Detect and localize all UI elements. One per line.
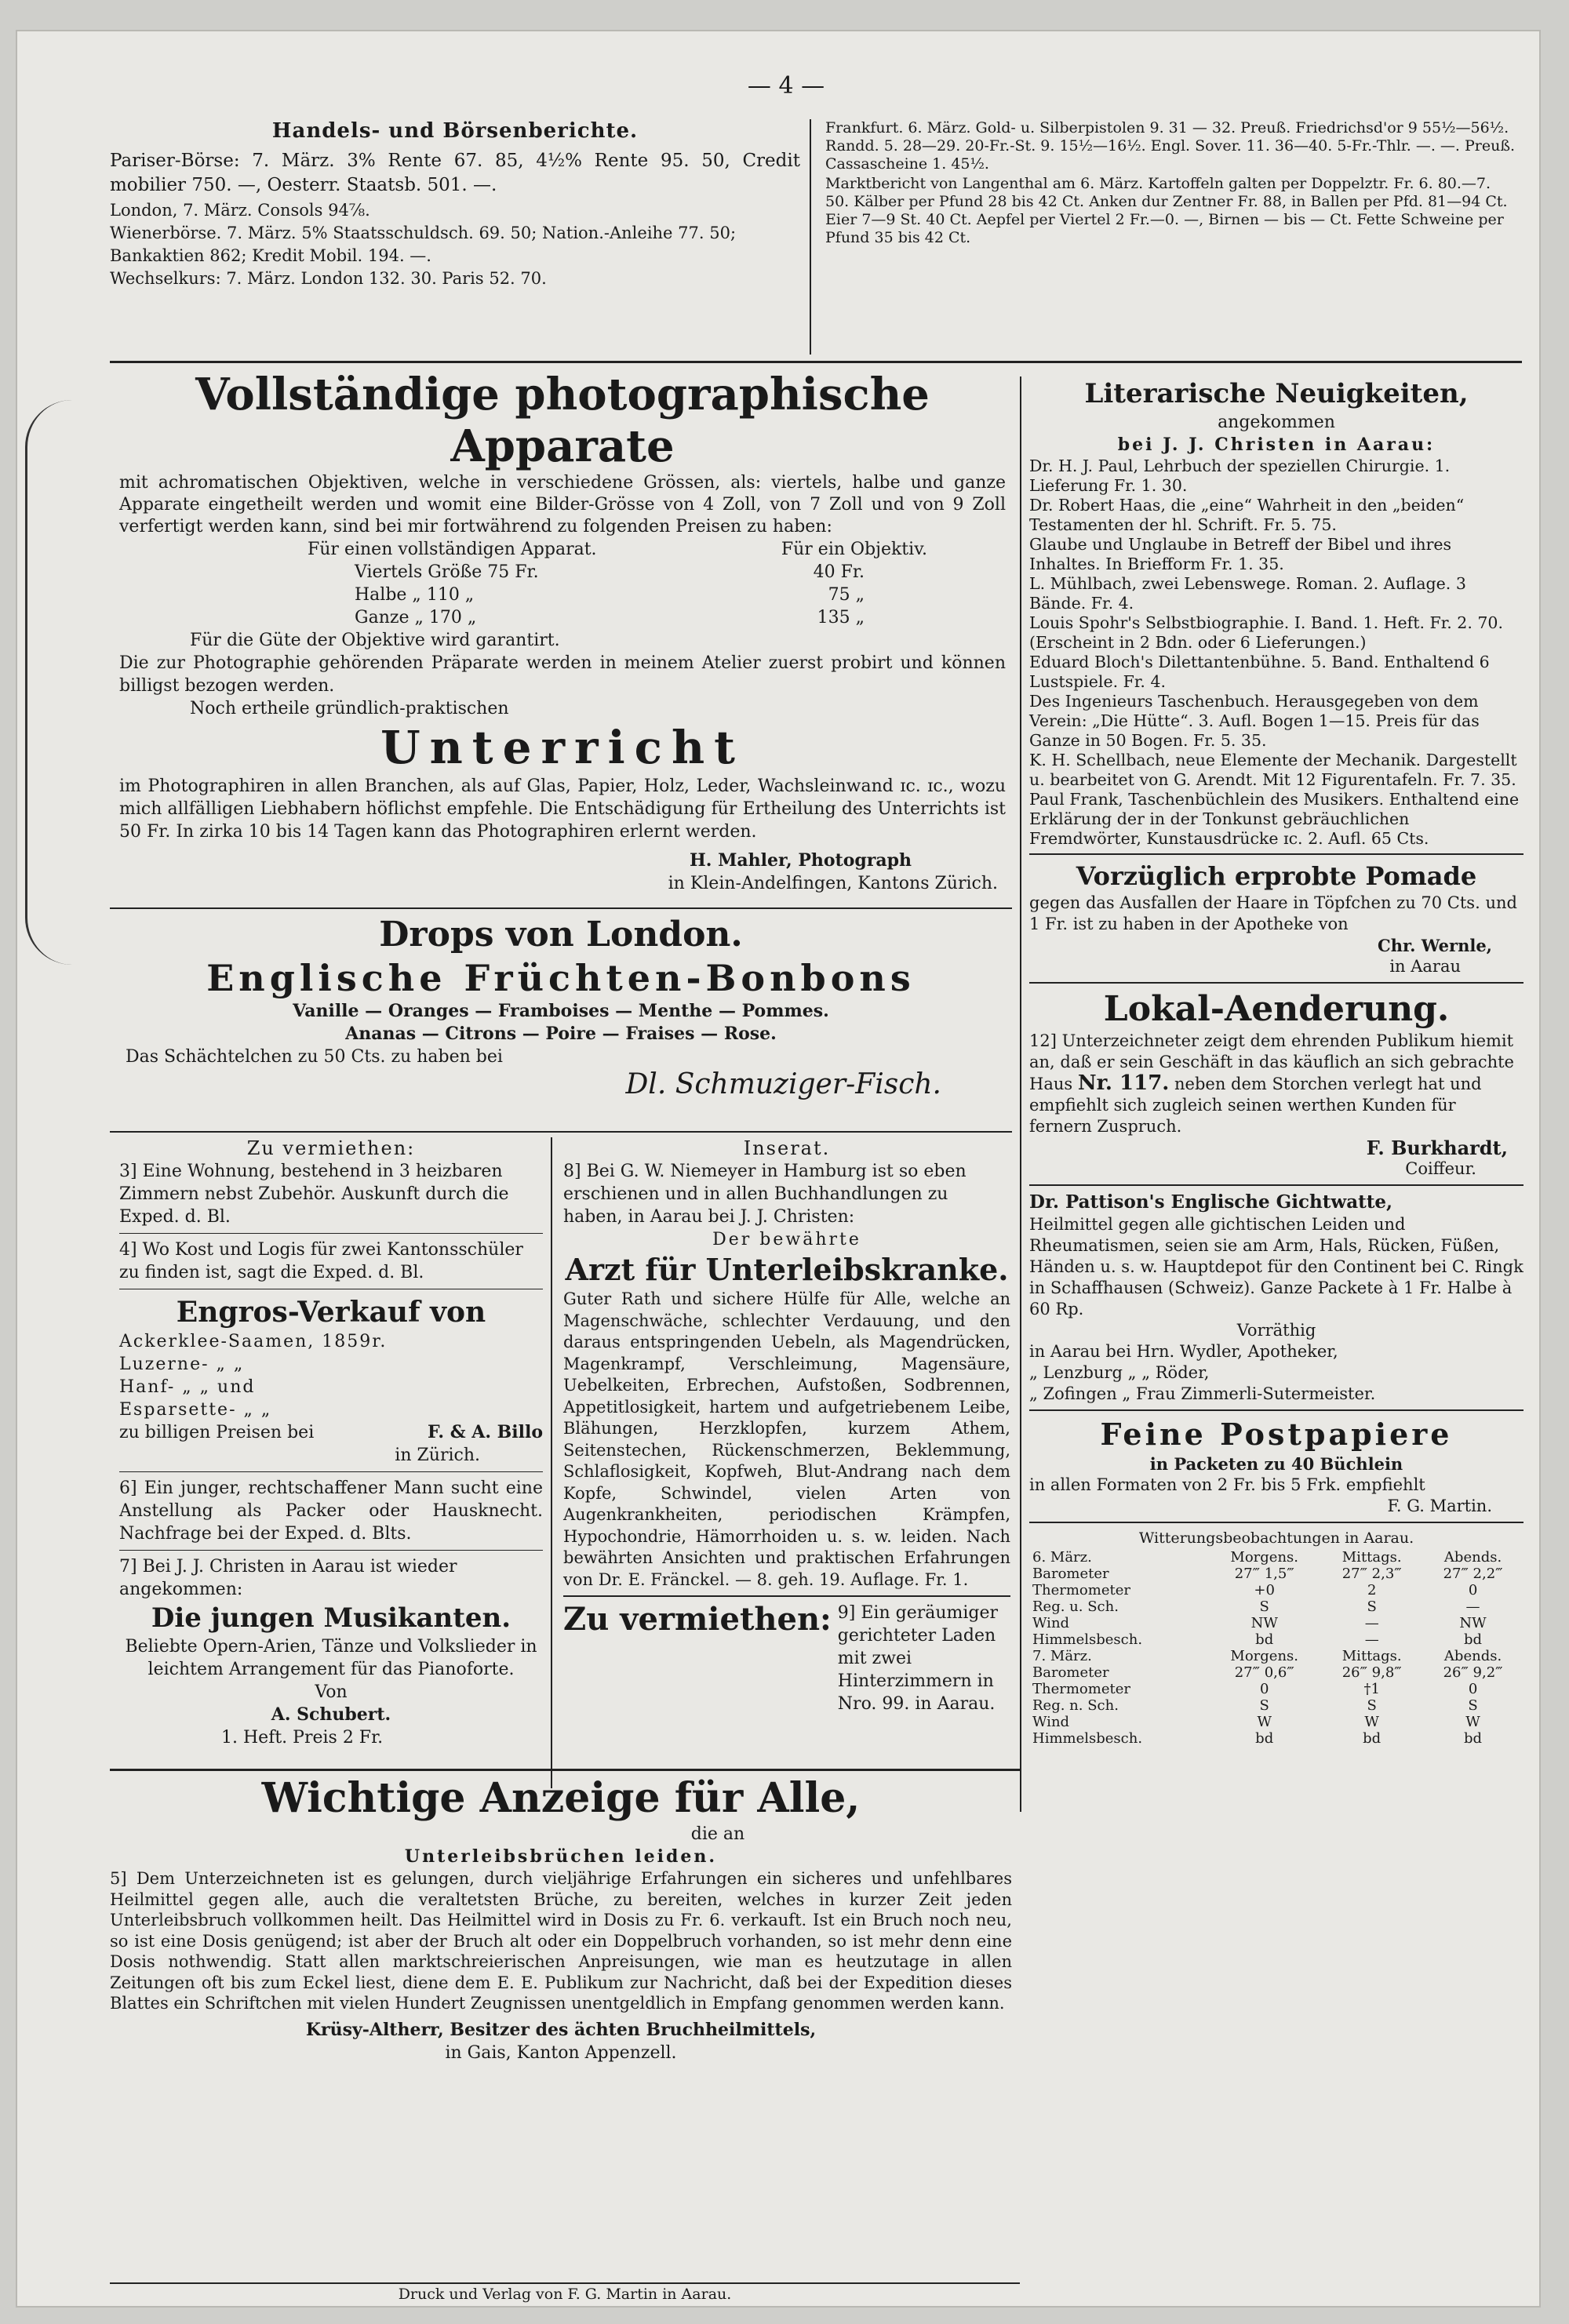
music-edition: 1. Heft. Preis 2 Fr.: [221, 1728, 384, 1748]
market-report-section: [110, 119, 800, 290]
engros-price-row: [119, 1421, 543, 1444]
weather-row: Himmelsbesch. bd bd bd: [1032, 1730, 1483, 1747]
unterricht-heading: Unterricht: [380, 721, 744, 774]
engros-line: Esparsette- „ „: [119, 1400, 272, 1420]
weather-head-row: 6. März. Morgens. Mittags. Abends.: [1029, 1549, 1523, 1566]
bruch-die-an: die an: [690, 1824, 745, 1844]
column-rule-right: [1020, 376, 1021, 1812]
music-title: Die jungen Musikanten.: [151, 1602, 511, 1634]
literary-bookseller: bei J. J. Christen in Aarau:: [1117, 435, 1436, 455]
price-row-label: Halbe „ 110 „: [355, 585, 475, 605]
drops-price: Das Schächtelchen zu 50 Cts. zu haben bei: [126, 1047, 503, 1067]
small-ads-left: [119, 1137, 543, 1749]
pomade-seller: Chr. Wernle,: [1378, 936, 1492, 955]
rule: [1029, 1184, 1523, 1186]
price-row: [119, 606, 1006, 629]
music-von: Von: [315, 1682, 348, 1702]
engros-title: Engros-Verkauf von: [176, 1296, 486, 1329]
literary-item: L. Mühlbach, zwei Lebenswege. Roman. 2. Auflage. 3 Bände. Fr. 4.: [1029, 574, 1466, 613]
weather-row: Wind NW — NW: [1032, 1615, 1487, 1631]
lessons-note: Noch ertheile gründlich-praktischen: [190, 699, 509, 718]
price-row-obj: 40 Fr.: [813, 562, 865, 582]
frankfurt-report: Frankfurt. 6. März. Gold- u. Silberpistolen 9. 31 — 32. Preuß. Friedrichsd'or 9 55½—56½. Randd. 5. 28—29. 20-Fr.-St. 9. 15½—16½. Engl. Sover. 11. 36—40. 5-Fr.-Thlr. —. —. Preuß. Cassascheine 1. 45½.: [825, 119, 1516, 173]
weather-title: Witterungsbeobachtungen in Aarau.: [1138, 1529, 1414, 1547]
market-report-heading: Handels- und Börsenberichte.: [271, 119, 639, 143]
bruch-signer: Krüsy-Altherr, Besitzer des ächten Bruchheilmittels,: [305, 2019, 817, 2040]
weather-head-row: 7. März. Morgens. Mittags. Abends.: [1029, 1648, 1523, 1664]
postpapier-text: in allen Formaten von 2 Fr. bis 5 Frk. empfiehlt: [1029, 1475, 1425, 1494]
weather-date: 6. März.: [1032, 1549, 1092, 1566]
flavours-line-2: Ananas — Citrons — Poire — Fraises — Rose.: [345, 1024, 777, 1044]
literary-item: K. H. Schellbach, neue Elemente der Mechanik. Dargestellt u. bearbeitet von G. Arendt. Mit 12 Figurentafeln. Fr. 7. 35.: [1029, 751, 1517, 789]
rule: [563, 1595, 1010, 1597]
unterricht-text: im Photographiren in allen Branchen, als auf Glas, Papier, Holz, Leder, Wachsleinwand ɪc. ɪc., wozu mich allfälligen Liebhabern höflichst empfehle. Die Entschädigung für Ertheilung des Unterrichts ist 50 Fr. In zirka 10 bis 14 Tagen kann das Photographiren erlernt werden.: [119, 776, 1006, 842]
gicht-vorraethig: Vorräthig: [1236, 1321, 1316, 1340]
engros-place: in Zürich.: [395, 1446, 480, 1465]
literary-list: [1029, 456, 1523, 849]
photo-ad-intro: mit achromatischen Objektiven, welche in verschiedene Grössen, als: viertels, halbe und ganze Apparate eingetheilt werden und womit eine Bilder-Grösse von 4 Zoll, von 7 Zoll und von 9 Zoll verfertigt werden kann, sind bei mir fortwährend zu folgenden Preisen zu haben:: [119, 473, 1006, 536]
rule: [1029, 853, 1523, 855]
rent-text: 3] Eine Wohnung, bestehend in 3 heizbaren Zimmern nebst Zubehör. Auskunft durch die Exped. d. Bl.: [119, 1162, 509, 1227]
inserat-intro: 8] Bei G. W. Niemeyer in Hamburg ist so eben erschienen und in allen Buchhandlungen zu haben, in Aarau bei J. J. Christen:: [563, 1162, 967, 1227]
engros-seller: F. & A. Billo: [428, 1422, 543, 1442]
price-row-label: Viertels Größe 75 Fr.: [355, 562, 539, 582]
gicht-title: Dr. Pattison's Englische Gichtwatte,: [1029, 1191, 1392, 1213]
weather-row: Barometer 27‴ 0,6‴ 26‴ 9,8‴ 26‴ 9,2‴: [1032, 1664, 1503, 1681]
price-row: [119, 584, 1006, 606]
column-rule-mid: [551, 1137, 552, 1788]
column-rule-top: [810, 119, 811, 355]
vermiethen-text: 9] Ein geräumiger gerichteter Laden mit zwei Hinterzimmern in Nro. 99. in Aarau.: [837, 1603, 999, 1714]
london-exchange: London, 7. März. Consols 94⅞.: [110, 201, 370, 220]
imprint: Druck und Verlag von F. G. Martin in Aarau.: [398, 2286, 732, 2303]
imprint-rule: [110, 2282, 1020, 2284]
price-row-label: Ganze „ 170 „: [355, 608, 477, 627]
drops-ad: [110, 914, 1012, 1100]
rule: [119, 1471, 543, 1472]
literary-sub: angekommen: [1218, 413, 1335, 432]
literary-item: Louis Spohr's Selbstbiographie. I. Band. 1. Heft. Fr. 2. 70.: [1029, 613, 1503, 632]
photographer-name: H. Mahler, Photograph: [689, 850, 912, 871]
music-author: A. Schubert.: [271, 1704, 391, 1725]
inserat-bewaehrte: Der bewährte: [712, 1230, 861, 1249]
literary-item: Glaube und Unglaube in Betreff der Bibel und ihres Inhaltes. In Briefform Fr. 1. 35.: [1029, 535, 1452, 573]
weather-row: Reg. u. Sch. S S —: [1032, 1598, 1480, 1615]
literary-item: Paul Frank, Taschenbüchlein des Musikers. Enthaltend eine Erklärung der in der Tonkunst gebräuchlichen Fremdwörter, Kunstausdrücke ɪc. 2. Aufl. 65 Cts.: [1029, 790, 1520, 848]
music-intro: 7] Bei J. J. Christen in Aarau ist wieder angekommen:: [119, 1557, 457, 1599]
kost-ad: 4] Wo Kost und Logis für zwei Kantonsschüler zu finden ist, sagt die Exped. d. Bl.: [119, 1240, 523, 1282]
price-head-apparatus: Für einen vollständigen Apparat.: [308, 540, 597, 559]
bruch-sub: Unterleibsbrüchen leiden.: [404, 1846, 718, 1867]
postpapier-title: Feine Postpapiere: [1100, 1417, 1453, 1452]
rent-title: Zu vermiethen:: [246, 1137, 416, 1159]
bruch-place: in Gais, Kanton Appenzell.: [445, 2042, 677, 2063]
price-heads: [119, 538, 1006, 561]
engros-line: Luzerne- „ „: [119, 1355, 245, 1374]
photo-ad-title: Vollständige photographische Apparate: [195, 369, 930, 472]
pomade-text: gegen das Ausfallen der Haare in Töpfchen zu 70 Cts. und 1 Fr. ist zu haben in der Apotheke von: [1029, 893, 1517, 933]
inserat-text: Guter Rath und sichere Hülfe für Alle, welche an Magenschwäche, schlechter Verdauung, und den daraus entspringenden Uebeln, als Magendrücken, Magenkrampf, Verschleimung, Magensäure, Uebelkeiten, Erbrechen, Aufstoßen, Sodbrennen, Appetitlosigkeit, hartem und aufgetriebenem Leibe, Blähungen, Herzklopfen, kurzem Athem, Seitenstechen, Rückenschmerzen, Beklemmung, Schlaflosigkeit, Kopfweh, Blut-Andrang nach dem Kopfe, Schwindel, vielen Arten von Augenkrankheiten, periodischen Krämpfen, Hypochondrie, Hämorrhoiden u. s. w. leiden. Nach bewährten Ansichten und praktischen Erfahrungen von Dr. E. Fränckel. — 8. geh. 19. Auflage. Fr. 1.: [563, 1289, 1010, 1589]
weather-row: Thermometer +0 2 0: [1032, 1582, 1478, 1598]
right-column: [1029, 376, 1523, 1747]
weather-date: 7. März.: [1032, 1648, 1092, 1664]
praeparate-note: Die zur Photographie gehörenden Präparate werden in meinem Atelier zuerst probirt und können billigst bezogen werden.: [119, 653, 1006, 696]
weather-row: Himmelsbesch. bd — bd: [1032, 1631, 1483, 1648]
vienna-exchange: Wienerbörse. 7. März. 5% Staatsschuldsch. 69. 50; Nation.-Anleihe 77. 50; Bankaktien 862; Kredit Mobil. 194. —.: [110, 224, 737, 265]
bruch-ad: [110, 1774, 1012, 2064]
inserat-title: Inserat.: [743, 1137, 831, 1159]
drops-title: Drops von London.: [379, 915, 743, 955]
postpapier-sub: in Packeten zu 40 Büchlein: [1149, 1454, 1403, 1474]
bruch-text: 5] Dem Unterzeichneten ist es gelungen, durch vieljährige Erfahrungen ein sicheres und unfehlbares Heilmittel gegen alle, auch die veraltetsten Brüche, zu bereiten, welches in kurzer Zeit jeden Unterleibsbruch vollkommen heilt. Das Heilmittel wird in Dosis zu Fr. 6. verkauft. Ist ein Bruch noch neu, so ist eine Dosis genügend; ist aber der Bruch alt oder ein Doppelbruch vorhanden, so ist mehr denn eine Dosis nothwendig. Statt allen marktschreierischen Anpreisungen, wie man es heutzutage in allen Zeitungen oft bis zum Eckel liest, diene dem E. E. Publikum zur Nachricht, daß bei der Expedition dieses Blattes ein Schriftchen mit vielen Hundert Zeugnissen unentgeldlich in Empfang genommen werden kann.: [110, 1869, 1012, 2013]
literary-item: Dr. Robert Haas, die „eine“ Wahrheit in den „beiden“ Testamenten der hl. Schrift. Fr. 5. 75.: [1029, 496, 1465, 534]
weather-table: [1029, 1549, 1523, 1747]
langenthal-report: Marktbericht von Langenthal am 6. März. Kartoffeln galten per Doppelztr. Fr. 6. 80.—7. 50. Kälber per Pfund 28 bis 42 Ct. Anken dur Zentner Fr. 88, in Ballen per Pfd. 81—94 Ct. Eier 7—9 St. 40 Ct. Aepfel per Viertel 2 Fr.—0. —, Birnen — bis — Ct. Fette Schweine per Pfund 35 bis 42 Ct.: [825, 175, 1508, 246]
bonbons-title: Englische Früchten-Bonbons: [206, 957, 916, 999]
inserat-ad: [563, 1137, 1010, 1715]
lokal-title: Lokal-Aenderung.: [1103, 989, 1450, 1029]
lokal-signer: F. Burkhardt,: [1366, 1137, 1508, 1159]
price-row-obj: 135 „: [817, 608, 865, 627]
paris-exchange: Pariser-Börse: 7. März. 3% Rente 67. 85, 4½% Rente 95. 50, Credit mobilier 750. —, Oesterr. Staatsb. 501. —.: [110, 151, 800, 195]
rule: [1029, 1522, 1523, 1523]
lokal-role: Coiffeur.: [1405, 1159, 1476, 1178]
drops-rule: [110, 907, 1012, 909]
postpapier-seller: F. G. Martin.: [1387, 1497, 1492, 1515]
book-title: Arzt für Unterleibskranke.: [565, 1252, 1009, 1287]
flavours-line-1: Vanille — Oranges — Framboises — Menthe — Pommes.: [293, 1001, 829, 1021]
market-report-right: [825, 119, 1516, 247]
newspaper-page: [17, 31, 1539, 2306]
photo-apparatus-ad: [119, 369, 1006, 895]
price-row-obj: 75 „: [828, 585, 865, 605]
photographer-place: in Klein-Andelfingen, Kantons Zürich.: [668, 874, 998, 893]
price-head-objektiv: Für ein Objektiv.: [781, 540, 927, 559]
literary-item: Eduard Bloch's Dilettantenbühne. 5. Band. Enthaltend 6 Lustspiele. Fr. 4.: [1029, 653, 1490, 691]
pomade-title: Vorzüglich erprobte Pomade: [1076, 861, 1477, 891]
weather-row: Wind W W W: [1032, 1714, 1480, 1730]
weather-row: Thermometer 0 †1 0: [1032, 1681, 1478, 1697]
drops-seller: Dl. Schmuziger-Fisch.: [625, 1068, 941, 1100]
guarantee-note: Für die Güte der Objektive wird garantirt.: [190, 631, 560, 650]
job-ad: 6] Ein junger, rechtschaffener Mann sucht eine Anstellung als Packer oder Hausknecht. Nachfrage bei der Exped. d. Blts.: [119, 1478, 543, 1544]
gicht-depot: in Aarau bei Hrn. Wydler, Apotheker,: [1029, 1342, 1338, 1361]
gicht-text: Heilmittel gegen alle gichtischen Leiden und Rheumatismen, seien sie am Arm, Hals, Rücken, Füßen, Händen u. s. w. Hauptdepot für den Continent bei C. Ringk in Schaffhausen (Schweiz). Ganze Packete à 1 Fr. Halbe à 60 Rp.: [1029, 1215, 1523, 1318]
literary-item: Des Ingenieurs Taschenbuch. Herausgegeben von dem Verein: „Die Hütte“. 3. Aufl. Bogen 1—15. Preis für das Ganze in 50 Bogen. Fr. 5. 35.: [1029, 692, 1480, 750]
literary-item: (Erscheint in 2 Bdn. oder 6 Lieferungen.): [1029, 633, 1367, 652]
page-number: — 4 —: [747, 72, 825, 100]
price-row: [119, 561, 1006, 584]
gicht-depot: „ Lenzburg „ „ Röder,: [1029, 1363, 1210, 1382]
lokal-text: 12] Unterzeichneter zeigt dem ehrenden Publikum hiemit an, daß er sein Geschäft in das käuflich an sich gebrachte Haus Nr. 117. neben dem Storchen verlegt hat und empfiehlt sich zugleich seinen werthen Kunden für fernern Zuspruch.: [1029, 1031, 1514, 1136]
vermiethen-ad: [563, 1602, 1010, 1715]
top-rule: [110, 361, 1522, 363]
bruch-rule: [110, 1769, 1020, 1771]
house-number: Nr. 117.: [1077, 1071, 1170, 1095]
weather-row: Barometer 27‴ 1,5‴ 27‴ 2,3‴ 27‴ 2,2‴: [1032, 1566, 1503, 1582]
rule: [1029, 1409, 1523, 1411]
literary-item: Dr. H. J. Paul, Lehrbuch der speziellen Chirurgie. 1. Lieferung Fr. 1. 30.: [1029, 456, 1451, 495]
gicht-depot: „ Zofingen „ Frau Zimmerli-Sutermeister.: [1029, 1384, 1376, 1403]
weather-row: Reg. n. Sch. S S S: [1032, 1697, 1478, 1714]
rule: [1029, 982, 1523, 984]
exchange-rate: Wechselkurs: 7. März. London 132. 30. Paris 52. 70.: [110, 269, 547, 288]
ink-bracket: [25, 400, 122, 965]
bruch-title: Wichtige Anzeige für Alle,: [261, 1774, 861, 1822]
music-text: Beliebte Opern-Arien, Tänze und Volkslieder in leichtem Arrangement für das Pianoforte.: [125, 1637, 537, 1679]
engros-line: Hanf- „ „ und: [119, 1377, 256, 1397]
literary-title: Literarische Neuigkeiten,: [1084, 378, 1469, 409]
section-rule: [110, 1131, 1012, 1133]
engros-price: zu billigen Preisen bei: [119, 1423, 315, 1442]
engros-line: Ackerklee-Saamen, 1859r.: [119, 1332, 388, 1351]
vermiethen-title: Zu vermiethen:: [563, 1601, 832, 1638]
rule: [119, 1233, 543, 1234]
pomade-place: in Aarau: [1389, 957, 1461, 976]
rule: [119, 1550, 543, 1551]
